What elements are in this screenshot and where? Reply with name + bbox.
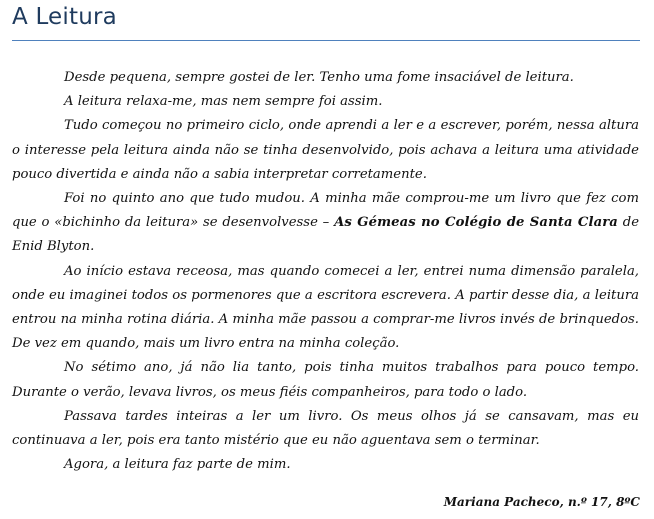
paragraph-5: Ao início estava receosa, mas quando comecei a ler, entrei numa dimensão paralela, onde eu imaginei todos os pormenores que a escritora escrevera. A partir desse dia, a leitura entrou na minha rotina diária. A minha mãe passou a comprar-me livros invés de brinquedos. De vez em quando, mais um livro entra na minha coleção. — [12, 263, 639, 352]
page-title: A Leitura — [12, 4, 117, 30]
book-title: As Gémeas no Colégio de Santa Clara — [334, 215, 618, 231]
paragraph-2: A leitura relaxa-me, mas nem sempre foi assim. — [64, 94, 383, 110]
paragraph-7: Passava tardes inteiras a ler um livro. Os meus olhos já se cansavam, mas eu continuava a ler, pois era tanto mistério que eu não aguentava sem o terminar. — [12, 408, 639, 449]
paragraph-3: Tudo começou no primeiro ciclo, onde aprendi a ler e a escrever, porém, nessa altura o interesse pela leitura ainda não se tinha desenvolvido, pois achava a leitura uma atividade pouco divertida e ainda não a sabia interpretar corretamente. — [12, 118, 639, 182]
author-signature: Mariana Pacheco, n.º 17, 8ºC — [443, 495, 640, 509]
paragraph-4 — [12, 187, 639, 260]
paragraph-4-start: Foi no quinto ano que tudo mudou. A minha mãe comprou-me um livro que fez com que o «bichinho da leitura» se desenvolvesse – — [12, 191, 639, 231]
paragraph-6: No sétimo ano, já não lia tanto, pois tinha muitos trabalhos para pouco tempo. Durante o verão, levava livros, os meus fiéis companheiros, para todo o lado. — [12, 360, 639, 400]
paragraph-4-end: de Enid Blyton. — [12, 215, 639, 255]
paragraph-8: Agora, a leitura faz parte de mim. — [64, 457, 291, 473]
article-body — [12, 66, 639, 477]
paragraph-1: Desde pequena, sempre gostei de ler. Tenho uma fome insaciável de leitura. — [64, 70, 574, 85]
title-divider — [12, 40, 640, 41]
